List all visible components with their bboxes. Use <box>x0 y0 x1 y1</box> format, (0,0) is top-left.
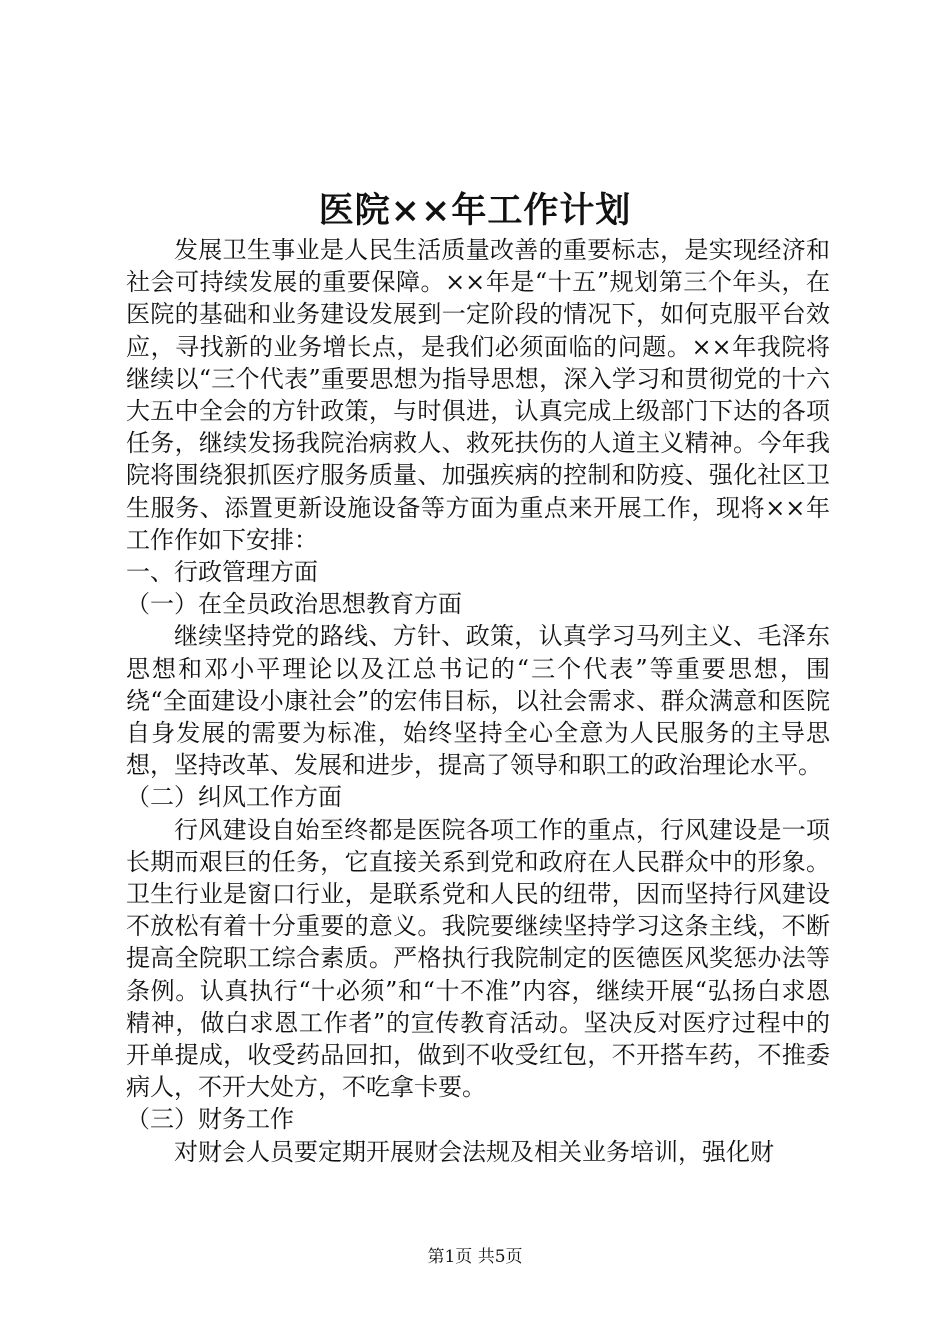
political-education-paragraph: 继续坚持党的路线、方针、政策，认真学习马列主义、毛泽东思想和邓小平理论以及江总书记的“三个代表”等重要思想，围绕“全面建设小康社会”的宏伟目标，以社会需求、群众满意和医院自身发展的需要为标准，始终坚持全心全意为人民服务的主导思想，坚持改革、发展和进步，提高了领导和职工的政治理论水平。 <box>126 622 830 780</box>
intro-paragraph: 发展卫生事业是人民生活质量改善的重要标志，是实现经济和社会可持续发展的重要保障。××年是“十五”规划第三个年头，在医院的基础和业务建设发展到一定阶段的情况下，如何克服平台效应，寻找新的业务增长点，是我们必须面临的问题。××年我院将继续以“三个代表”重要思想为指导思想，深入学习和贯彻党的十六大五中全会的方针政策，与时俱进，认真完成上级部门下达的各项任务，继续发扬我院治病救人、救死扶伤的人道主义精神。今年我院将围绕狠抓医疗服务质量、加强疾病的控制和防疫、强化社区卫生服务、添置更新设施设备等方面为重点来开展工作，现将××年工作作如下安排： <box>126 236 830 554</box>
conduct-rectification-paragraph: 行风建设自始至终都是医院各项工作的重点，行风建设是一项长期而艰巨的任务，它直接关系到党和政府在人民群众中的形象。卫生行业是窗口行业，是联系党和人民的纽带，因而坚持行风建设不放松有着十分重要的意义。我院要继续坚持学习这条主线，不断提高全院职工综合素质。严格执行我院制定的医德医风奖惩办法等条例。认真执行“十必须”和“十不准”内容，继续开展“弘扬白求恩精神，做白求恩工作者”的宣传教育活动。坚决反对医疗过程中的开单提成，收受药品回扣，做到不收受红包，不开搭车药，不推委病人，不开大处方，不吃拿卡要。 <box>126 815 830 1102</box>
page-number-footer: 第1页 共5页 <box>427 1247 523 1267</box>
finance-paragraph: 对财会人员要定期开展财会法规及相关业务培训，强化财 <box>174 1137 774 1166</box>
subsection-heading-conduct-rectification: （二）纠风工作方面 <box>126 783 342 812</box>
document-title: 医院××年工作计划 <box>318 190 632 231</box>
subsection-heading-political-education: （一）在全员政治思想教育方面 <box>126 590 462 619</box>
document-body <box>126 234 830 1168</box>
subsection-heading-finance: （三）财务工作 <box>126 1105 294 1134</box>
section-heading-administration: 一、行政管理方面 <box>126 558 318 587</box>
